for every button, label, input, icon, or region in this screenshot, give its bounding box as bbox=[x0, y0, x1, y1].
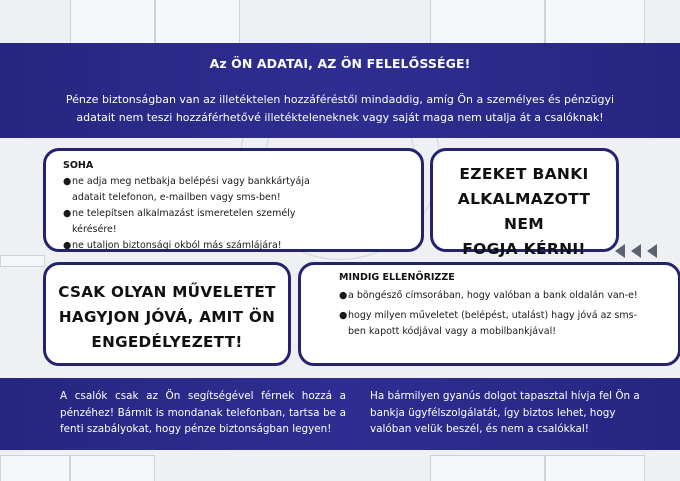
list-item: ● ne adja meg netbakja belépési vagy bankkártyája adatait telefonon, e-mailben vagy sms-ben! bbox=[63, 176, 310, 203]
intro-line-2: adatait nem teszi hozzáférhetővé illetékteleneknek vagy saját maga nem utalja át a csalóknak! bbox=[76, 111, 604, 124]
list-item: ● ne utaljon biztonsági okból más számlájára! bbox=[63, 238, 333, 254]
bullet-icon: ● bbox=[339, 310, 348, 321]
main-title: Az ÖN ADATAI, AZ ÖN FELELŐSSÉGE! bbox=[209, 56, 471, 71]
intro-line-1: Pénze biztonságban van az illetéktelen hozzáféréstől mindaddig, amíg Ön a személyes és pénzügyi bbox=[65, 93, 615, 106]
bullet-icon: ● bbox=[63, 208, 72, 219]
approve-only-panel bbox=[43, 262, 291, 366]
customer-service-text: Ha bármilyen gyanús dolgot tapasztal hívja fel Ön a bankja ügyfélszolgálatát, így biztos lehet, hogy valóban velük beszél, és nem a csalókkal! bbox=[370, 390, 640, 435]
bank-wont-ask-text: EZEKET BANKI ALKALMAZOTT NEM FOGJA KÉRNI! bbox=[457, 165, 591, 258]
bank-wont-ask-panel bbox=[430, 148, 619, 258]
always-check-panel bbox=[298, 262, 680, 366]
fraud-warning-text: A csalók csak az Ön segítségével férnek hozzá a pénzéhez! Bármit is mondanak telefonban, tartsa be a fenti szabályokat, hogy pénze biztonságban legyen! bbox=[60, 390, 346, 435]
intro-text bbox=[40, 91, 640, 127]
bullet-icon: ● bbox=[63, 176, 72, 187]
bullet-icon: ● bbox=[339, 290, 348, 301]
list-item: ● a böngésző címsorában, hogy valóban a bank oldalán van-e! bbox=[339, 288, 639, 304]
never-list bbox=[63, 174, 333, 254]
always-check-list bbox=[339, 288, 639, 340]
bottom-banner bbox=[0, 378, 680, 450]
never-title: SOHA bbox=[63, 160, 94, 171]
never-panel bbox=[43, 148, 424, 252]
bullet-icon: ● bbox=[63, 240, 72, 251]
approve-only-text: CSAK OLYAN MŰVELETET HAGYJON JÓVÁ, AMIT ÖN ENGEDÉLYEZETT! bbox=[58, 283, 276, 351]
top-banner bbox=[0, 43, 680, 138]
arrows-icon bbox=[613, 244, 673, 258]
list-item: ● ne telepítsen alkalmazást ismeretelen személy kérésére! bbox=[63, 208, 296, 235]
always-check-title: MINDIG ELLENŐRIZZE bbox=[339, 272, 455, 283]
list-item: ● hogy milyen műveletet (belépést, utalást) hagy jóvá az sms-ben kapott kódjával vagy a mobilbankjával! bbox=[339, 310, 638, 337]
